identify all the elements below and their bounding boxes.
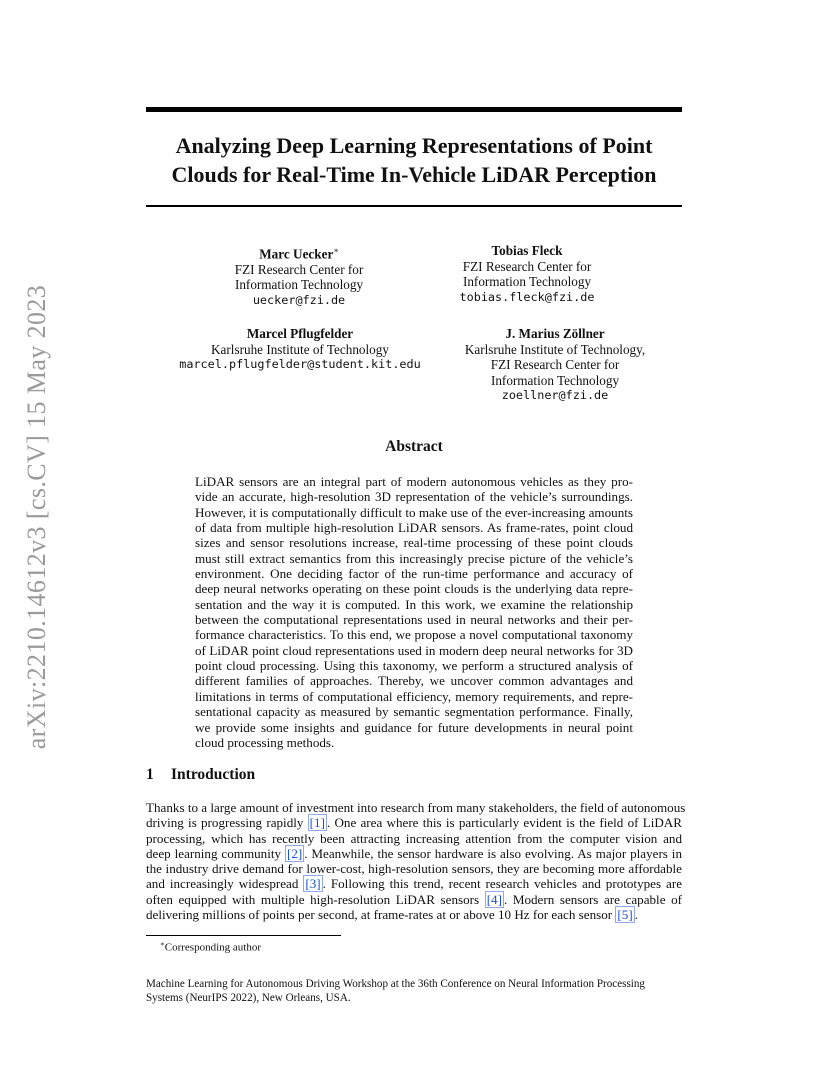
text-line: deep neural networks operating on these point clouds is the underlying data repre-	[195, 581, 633, 597]
text-span: and increasingly widespread	[146, 876, 304, 892]
author-name: Marc Uecker	[259, 246, 334, 262]
text-line	[146, 892, 682, 907]
text-line: sizes and sensor resolutions increase, real-time processing of these point clouds	[195, 535, 633, 551]
text-line: limitations in terms of computational efficiency, memory requirements, and repre-	[195, 688, 633, 704]
text-line	[146, 815, 682, 830]
author-affiliation: FZI Research Center for	[462, 258, 592, 274]
author-affiliation: Karlsruhe Institute of Technology	[211, 341, 389, 357]
author-affiliation: Information Technology	[490, 372, 620, 388]
text-span: . Modern sensors are capable of	[503, 891, 682, 907]
footnote-text: Corresponding author	[164, 941, 261, 954]
text-line	[146, 861, 682, 876]
text-line: must still extract semantics from this increasingly precise picture of the vehicle’s	[195, 550, 633, 566]
venue-line: Machine Learning for Autonomous Driving Workshop at the 36th Conference on Neural Information Processing	[146, 978, 645, 990]
title-line-2: Clouds for Real-Time In-Vehicle LiDAR Perception	[171, 162, 657, 187]
text-line: environment. One deciding factor of the run-time performance and accuracy of	[195, 566, 633, 582]
author-email[interactable]: uecker@fzi.de	[252, 292, 346, 307]
introduction-body	[146, 800, 686, 923]
text-span: . Meanwhile, the sensor hardware is also evolving. As major players in	[304, 845, 682, 861]
abstract-heading: Abstract	[385, 438, 443, 455]
text-line	[146, 876, 682, 891]
text-line: vide an accurate, high-resolution 3D representation of the vehicle’s surroundings.	[195, 489, 633, 505]
paper-title	[146, 131, 682, 189]
text-span: often equipped with multiple high-resolution LiDAR sensors	[146, 891, 485, 907]
author-email[interactable]: marcel.pflugfelder@student.kit.edu	[179, 357, 421, 371]
title-rule-top	[146, 107, 682, 112]
text-span: driving is progressing rapidly	[146, 815, 308, 831]
text-span: deep learning community	[146, 845, 285, 861]
text-line: we provide some insights and guidance for future developments in neural point	[195, 719, 633, 735]
arxiv-stamp	[22, 272, 52, 762]
footnote-mark: ∗	[160, 940, 165, 948]
text-line	[146, 846, 682, 861]
venue-line: Systems (NeurIPS 2022), New Orleans, USA.	[146, 992, 351, 1004]
text-span: . Following this trend, recent research vehicles and prototypes are	[322, 876, 683, 892]
citation-link[interactable]: [5]	[617, 907, 633, 923]
title-line-1: Analyzing Deep Learning Representations of Point	[175, 133, 653, 158]
text-line: of data from multiple high-resolution LiDAR sensors. As frame-rates, point cloud	[195, 520, 633, 536]
author-name: Marcel Pflugfelder	[246, 326, 354, 341]
section-number: 1	[146, 766, 154, 783]
text-line: sentation and the way it is computed. In this work, we examine the relationship	[195, 596, 633, 612]
text-line: formance characteristics. To this end, we propose a novel computational taxonomy	[195, 627, 633, 643]
citation-link[interactable]: [4]	[486, 891, 502, 907]
footnote	[160, 938, 261, 955]
citation-link[interactable]: [3]	[305, 876, 321, 892]
author-affiliation: FZI Research Center for	[490, 357, 620, 372]
author-email[interactable]: tobias.fleck@fzi.de	[459, 289, 595, 304]
author-block-2	[417, 243, 637, 305]
citation-link[interactable]: [1]	[309, 815, 325, 831]
text-span: delivering millions of points per second, at frame-rates at or above 10 Hz for each sensor	[146, 907, 616, 923]
citation-link[interactable]: [2]	[286, 845, 303, 861]
text-line: of LiDAR point cloud representations used in modern deep neural networks for 3D	[195, 642, 633, 658]
text-span: the industry drive demand for lower-cost, high-resolution sensors, they are becoming more affordable	[146, 861, 682, 877]
text-span: .	[634, 907, 638, 923]
section-heading	[146, 766, 255, 784]
text-span: Thanks to a large amount of investment into research from many stakeholders, the field of autonomous	[146, 800, 686, 815]
text-span: . One area where this is particularly evident is the field of LiDAR	[326, 815, 682, 831]
footnote-rule	[146, 935, 341, 936]
text-line: different families of approaches. Thereby, we uncover common advantages and	[195, 673, 633, 689]
corresponding-mark: ∗	[333, 246, 339, 255]
author-name: Tobias Fleck	[491, 243, 563, 258]
author-name: J. Marius Zöllner	[505, 326, 605, 341]
author-affiliation: Karlsruhe Institute of Technology,	[464, 341, 646, 357]
text-line: LiDAR sensors are an integral part of modern autonomous vehicles as they pro-	[195, 474, 633, 489]
text-line	[146, 907, 682, 922]
text-line: sentational capacity as measured by semantic segmentation performance. Finally,	[195, 704, 633, 720]
author-email[interactable]: zoellner@fzi.de	[501, 388, 609, 402]
arxiv-id: arXiv:2210.14612v3 [cs.CV] 15 May 2023	[22, 284, 51, 750]
title-rule-bottom	[146, 205, 682, 207]
text-line: point cloud processing. Using this taxonomy, we perform a structured analysis of	[195, 658, 633, 674]
author-block-1	[199, 243, 399, 308]
section-title: Introduction	[171, 766, 256, 783]
author-block-4	[442, 326, 668, 404]
venue-note	[146, 977, 682, 1005]
text-line	[146, 800, 686, 815]
text-line: between the computational representations used in neural networks and their per-	[195, 612, 633, 628]
text-line: However, it is computationally difficult to make use of the ever-increasing amounts	[195, 504, 633, 520]
text-span: processing, which has recently been attracting increasing attention from the computer vision and	[146, 830, 682, 846]
abstract-body	[195, 474, 633, 750]
author-affiliation: Information Technology	[462, 274, 592, 289]
author-affiliation: FZI Research Center for	[234, 261, 364, 277]
text-line	[146, 831, 682, 846]
text-line: cloud processing methods.	[195, 734, 335, 750]
author-block-3	[166, 326, 434, 373]
author-affiliation: Information Technology	[234, 277, 364, 293]
